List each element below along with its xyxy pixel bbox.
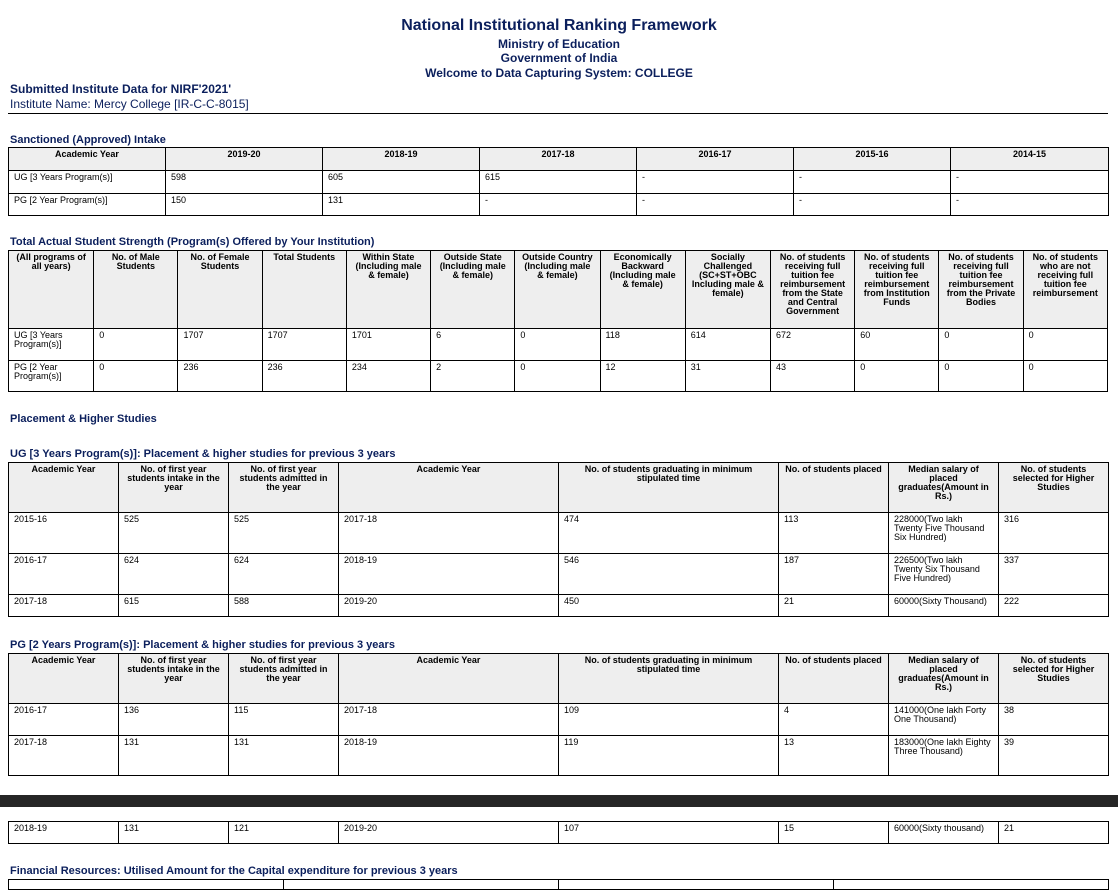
table-header: 2014-15 [951, 148, 1109, 171]
table-cell: 60 [855, 329, 939, 361]
table-cell: 109 [559, 704, 779, 736]
table-header: Economically Backward (Including male & female) [600, 251, 685, 329]
table-cell: 0 [94, 329, 178, 361]
table-cell: 39 [999, 736, 1109, 776]
table-cell: 0 [1023, 361, 1107, 392]
table-cell: UG [3 Years Program(s)] [9, 329, 94, 361]
submitted-title: Submitted Institute Data for NIRF'2021' [10, 82, 232, 96]
table-cell: 525 [229, 513, 339, 554]
table-header: 2017-18 [480, 148, 637, 171]
table-cell: 113 [779, 513, 889, 554]
table-header: Academic Year [339, 654, 559, 704]
table-cell: 21 [779, 595, 889, 617]
table-cell: 2018-19 [339, 554, 559, 595]
table-header: No. of students graduating in minimum stipulated time [559, 654, 779, 704]
strength-section-title: Total Actual Student Strength (Program(s) Offered by Your Institution) [10, 236, 375, 248]
table-cell: 0 [855, 361, 939, 392]
table-row [9, 513, 1109, 554]
table-cell: - [951, 171, 1109, 194]
table-cell: PG [2 Year Program(s)] [9, 361, 94, 392]
table-cell: 546 [559, 554, 779, 595]
table-header: No. of students placed [779, 463, 889, 513]
table-cell: 316 [999, 513, 1109, 554]
page-break-bar [0, 795, 1118, 807]
table-header: No. of first year students intake in the year [119, 654, 229, 704]
sanctioned-intake-table [8, 147, 1109, 216]
table-cell: 31 [685, 361, 770, 392]
table-cell: 150 [166, 194, 323, 216]
table-cell: - [794, 194, 951, 216]
sanctioned-section-title: Sanctioned (Approved) Intake [10, 134, 166, 146]
table-cell: 0 [939, 329, 1023, 361]
table-cell: 450 [559, 595, 779, 617]
ministry-line: Ministry of Education [497, 37, 620, 51]
table-cell: 0 [94, 361, 178, 392]
table-row [9, 194, 1109, 216]
table-cell: 2017-18 [339, 704, 559, 736]
table-cell: 115 [229, 704, 339, 736]
table-cell: 131 [119, 822, 229, 844]
table-row [9, 329, 1108, 361]
table-cell: 2017-18 [9, 736, 119, 776]
table-cell: 187 [779, 554, 889, 595]
table-cell: 228000(Two lakh Twenty Five Thousand Six Hundred) [889, 513, 999, 554]
table-cell: 624 [119, 554, 229, 595]
ug-placement-table [8, 462, 1109, 617]
government-line: Government of India [500, 51, 618, 65]
table-cell: 4 [779, 704, 889, 736]
table-header: (All programs of all years) [9, 251, 94, 329]
table-cell: 0 [515, 329, 600, 361]
table-header: Total Students [262, 251, 346, 329]
table-header: Socially Challenged (SC+ST+OBC Including male & female) [685, 251, 770, 329]
table-header: 2018-19 [323, 148, 480, 171]
table-cell: 38 [999, 704, 1109, 736]
table-row [9, 822, 1109, 844]
table-header: 2019-20 [166, 148, 323, 171]
table-header: No. of Male Students [94, 251, 178, 329]
table-header: Academic Year [9, 654, 119, 704]
pg-placement-title: PG [2 Years Program(s)]: Placement & higher studies for previous 3 years [10, 639, 395, 651]
table-cell: 624 [229, 554, 339, 595]
table-cell: PG [2 Year Program(s)] [9, 194, 166, 216]
table-cell: 614 [685, 329, 770, 361]
table-cell: 2017-18 [9, 595, 119, 617]
financial-table-top [8, 879, 1109, 890]
table-cell: 236 [262, 361, 346, 392]
table-header: No. of students graduating in minimum stipulated time [559, 463, 779, 513]
table-header: No. of students receiving full tuition fee reimbursement from the Private Bodies [939, 251, 1023, 329]
table-cell: 1707 [262, 329, 346, 361]
table-cell: - [637, 194, 794, 216]
table-header: Academic Year [339, 463, 559, 513]
table-header: No. of Female Students [178, 251, 262, 329]
table-cell: 525 [119, 513, 229, 554]
table-cell: 615 [119, 595, 229, 617]
table-cell: 2018-19 [339, 736, 559, 776]
table-header: No. of first year students admitted in the year [229, 654, 339, 704]
table-cell: 2019-20 [339, 822, 559, 844]
table-header: Outside Country (Including male & female) [515, 251, 600, 329]
table-cell: 43 [770, 361, 854, 392]
welcome-line: Welcome to Data Capturing System: COLLEGE [425, 66, 693, 80]
table-header: 2016-17 [637, 148, 794, 171]
table-cell: 605 [323, 171, 480, 194]
table-cell: 672 [770, 329, 854, 361]
table-cell: 141000(One lakh Forty One Thousand) [889, 704, 999, 736]
pg-placement-continued-table [8, 821, 1109, 844]
table-header: Academic Year [9, 463, 119, 513]
table-cell: 226500(Two lakh Twenty Six Thousand Five Hundred) [889, 554, 999, 595]
table-cell: 236 [178, 361, 262, 392]
table-cell: 222 [999, 595, 1109, 617]
table-row [9, 554, 1109, 595]
table-cell: 121 [229, 822, 339, 844]
table-cell: 0 [1023, 329, 1107, 361]
table-header: No. of students receiving full tuition fee reimbursement from Institution Funds [855, 251, 939, 329]
financial-section-title: Financial Resources: Utilised Amount for the Capital expenditure for previous 3 years [10, 865, 458, 877]
table-header: Within State (Including male & female) [346, 251, 430, 329]
table-cell: 13 [779, 736, 889, 776]
table-cell: 588 [229, 595, 339, 617]
table-cell: 2018-19 [9, 822, 119, 844]
ug-placement-title: UG [3 Years Program(s)]: Placement & higher studies for previous 3 years [10, 448, 396, 460]
table-cell: 0 [515, 361, 600, 392]
table-cell: 598 [166, 171, 323, 194]
table-header: No. of first year students intake in the year [119, 463, 229, 513]
table-cell: 131 [119, 736, 229, 776]
table-cell: 474 [559, 513, 779, 554]
table-cell: 2017-18 [339, 513, 559, 554]
table-cell: 2016-17 [9, 704, 119, 736]
table-cell: - [637, 171, 794, 194]
table-cell: 2 [431, 361, 515, 392]
table-header: No. of students placed [779, 654, 889, 704]
institute-name: Institute Name: Mercy College [IR-C-C-8015] [10, 97, 249, 111]
table-cell: 118 [600, 329, 685, 361]
table-cell: 21 [999, 822, 1109, 844]
table-header: No. of students receiving full tuition fee reimbursement from the State and Central Government [770, 251, 854, 329]
table-cell: 337 [999, 554, 1109, 595]
pg-placement-table [8, 653, 1109, 776]
table-cell: 119 [559, 736, 779, 776]
page-title: National Institutional Ranking Framework [401, 17, 717, 34]
table-cell: 6 [431, 329, 515, 361]
table-cell: 2016-17 [9, 554, 119, 595]
table-header: No. of students selected for Higher Studies [999, 463, 1109, 513]
table-cell: - [794, 171, 951, 194]
table-cell: 615 [480, 171, 637, 194]
table-cell: 234 [346, 361, 430, 392]
student-strength-table [8, 250, 1108, 392]
table-cell: - [480, 194, 637, 216]
table-header: No. of students who are not receiving full tuition fee reimbursement [1023, 251, 1107, 329]
table-header: No. of students selected for Higher Studies [999, 654, 1109, 704]
table-header: Academic Year [9, 148, 166, 171]
table-cell: - [951, 194, 1109, 216]
table-cell: 1707 [178, 329, 262, 361]
table-cell: 0 [939, 361, 1023, 392]
table-cell: 60000(Sixty thousand) [889, 822, 999, 844]
table-row [9, 595, 1109, 617]
table-cell: 1701 [346, 329, 430, 361]
table-cell: 183000(One lakh Eighty Three Thousand) [889, 736, 999, 776]
table-cell: 60000(Sixty Thousand) [889, 595, 999, 617]
table-header: 2015-16 [794, 148, 951, 171]
table-row [9, 361, 1108, 392]
header-divider [8, 113, 1108, 114]
placement-section-title: Placement & Higher Studies [10, 413, 157, 425]
table-cell: 2015-16 [9, 513, 119, 554]
table-header: Median salary of placed graduates(Amount in Rs.) [889, 654, 999, 704]
table-header: No. of first year students admitted in the year [229, 463, 339, 513]
table-row [9, 736, 1109, 776]
table-cell: 131 [323, 194, 480, 216]
table-header: Outside State (Including male & female) [431, 251, 515, 329]
table-cell: 131 [229, 736, 339, 776]
table-cell: 15 [779, 822, 889, 844]
table-row [9, 704, 1109, 736]
table-cell: 107 [559, 822, 779, 844]
table-row [9, 171, 1109, 194]
table-cell: 12 [600, 361, 685, 392]
table-header: Median salary of placed graduates(Amount in Rs.) [889, 463, 999, 513]
table-cell: 2019-20 [339, 595, 559, 617]
table-cell: UG [3 Years Program(s)] [9, 171, 166, 194]
table-cell: 136 [119, 704, 229, 736]
